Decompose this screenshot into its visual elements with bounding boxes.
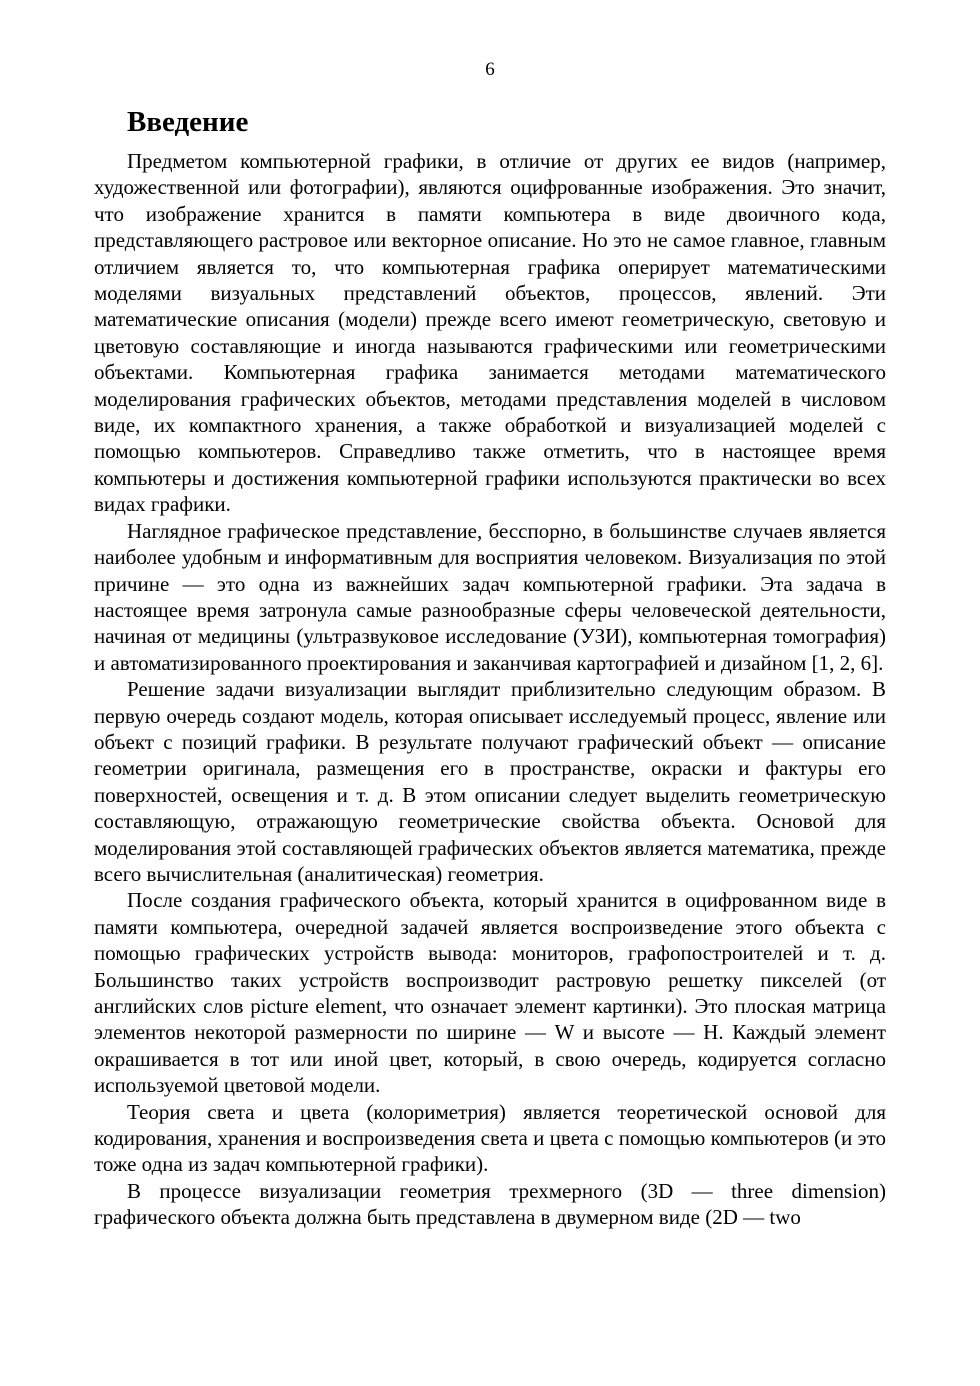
paragraph-1: Предметом компьютерной графики, в отличие от других ее видов (например, художественной или фотографии), являются оцифрованные изображения. Это значит, что изображение хранится в памяти компьютера в виде двоичного кода, представляющего растровое или векторное описание. Но это не самое главное, главным отличием является то, что компьютерная графика оперирует математическими моделями визуальных представлений объектов, процессов, явлений. Эти математические описания (модели) прежде всего имеют геометрическую, световую и цветовую составляющие и иногда называются графическими или геометрическими объектами. Компьютерная графика занимается методами математического моделирования графических объектов, методами представления моделей в числовом виде, их компактного хранения, а также обработкой и визуализацией моделей с помощью компьютеров. Справедливо также отметить, что в настоящее время компьютеры и достижения компьютерной графики используются практически во всех видах графики. <box>94 149 886 517</box>
paragraph-2: Наглядное графическое представление, бесспорно, в большинстве случаев является наиболее удобным и информативным для восприятия человеком. Визуализация по этой причине — это одна из важнейших задач компьютерной графики. Эта задача в настоящее время затронула самые разнообразные сферы человеческой деятельности, начиная от медицины (ультразвуковое исследование (УЗИ), компьютерная томография) и автоматизированного проектирования и заканчивая картографией и дизайном [1, 2, 6]. <box>94 518 886 675</box>
section-heading: Введение <box>127 106 249 138</box>
paragraph-3: Решение задачи визуализации выглядит приблизительно следующим образом. В первую очередь создают модель, которая описывает исследуемый процесс, явление или объект с позиций графики. В результате получают графический объект — описание геометрии оригинала, размещения его в пространстве, окраски и фактуры его поверхностей, освещения и т. д. В этом описании следует выделить геометрическую составляющую, отражающую геометрические свойства объекта. Основой для моделирования этой составляющей графических объектов является математика, прежде всего вычислительная (аналитическая) геометрия. <box>94 677 886 886</box>
paragraph-4: После создания графического объекта, который хранится в оцифрованном виде в памяти компьютера, очередной задачей является воспроизведение этого объекта с помощью графических устройств вывода: мониторов, графопостроителей и т. д. Большинство таких устройств воспроизводит растровую решетку пикселей (от английских слов picture element, что означает элемент картинки). Это плоская матрица элементов некоторой размерности по ширине — W и высоте — H. Каждый элемент окрашивается в тот или иной цвет, который, в свою очередь, кодируется согласно используемой цветовой модели. <box>94 888 886 1098</box>
paragraph-6: В процессе визуализации геометрия трехмерного (3D — three dimension) графического объекта должна быть представлена в двумерном виде (2D — two <box>94 1178 886 1230</box>
paragraph-5: Теория света и цвета (колориметрия) является теоретической основой для кодирования, хранения и воспроизведения света и цвета с помощью компьютеров (и это тоже одна из задач компьютерной графики). <box>94 1099 886 1177</box>
page-number: 6 <box>485 59 495 80</box>
body-text <box>94 148 886 1231</box>
